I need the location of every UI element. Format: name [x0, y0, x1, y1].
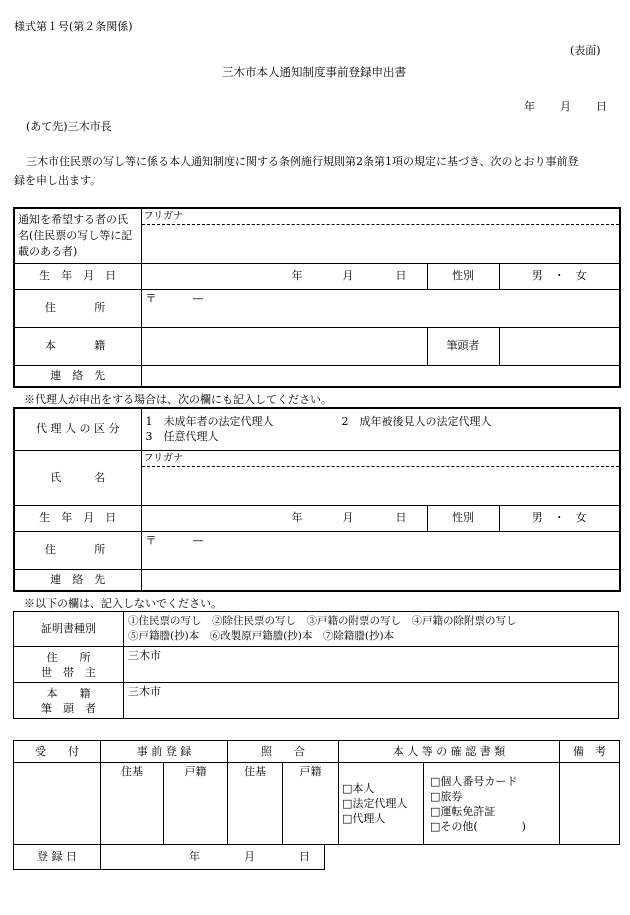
applicant-gender-label: 性別	[427, 263, 499, 289]
agent-gender-label: 性別	[427, 505, 499, 531]
applicant-name-field[interactable]	[141, 208, 620, 263]
agent-type-label: 代 理 人 の 区 分	[14, 408, 141, 450]
agent-birth-year: 年	[291, 511, 303, 524]
col-receipt: 受 付	[14, 741, 101, 763]
office-domicile-label2: 筆 頭 者	[41, 701, 96, 715]
reg-date-field	[101, 845, 325, 870]
col-verify: 照 合	[228, 741, 339, 763]
doc-license: □運転免許証	[430, 804, 496, 818]
agent-birth-field[interactable]	[141, 505, 427, 531]
applicant-birth-field[interactable]	[141, 263, 427, 289]
side-label: (表面)	[570, 44, 601, 57]
verify-jyuki: 住基	[228, 763, 283, 845]
prereg-jyuki: 住基	[101, 763, 164, 845]
agent-postal-dash: —	[192, 533, 204, 547]
col-docs: 本 人 等 の 確 認 書 類	[339, 741, 560, 763]
office-domicile-value: 三木市	[124, 683, 619, 719]
who-agent: □代理人	[342, 812, 386, 825]
form-number: 様式第１号(第２条関係)	[14, 20, 133, 33]
applicant-domicile-label: 本 籍	[14, 327, 141, 365]
doc-mynumber: □個人番号カード	[430, 774, 518, 788]
doc-options	[424, 763, 560, 845]
applicant-gender-options[interactable]: 男 ・ 女	[499, 263, 620, 289]
reg-year: 年	[189, 850, 200, 863]
office-address-label2: 世 帯 主	[41, 665, 96, 679]
agent-gender-options[interactable]: 男 ・ 女	[499, 505, 620, 531]
doc-other: □その他( )	[430, 819, 526, 833]
agent-contact-field[interactable]	[141, 569, 620, 591]
agent-type-opt3[interactable]: 3 任意代理人	[145, 430, 219, 444]
applicant-postal-mark: 〒	[145, 291, 157, 305]
agent-birth-day: 日	[395, 511, 407, 524]
office-address-label1: 住 所	[46, 650, 91, 664]
col-notes: 備 考	[560, 741, 620, 763]
applicant-postal-dash: —	[192, 291, 204, 305]
applicant-birth-month: 月	[342, 269, 354, 282]
addressee: (あて先)三木市長	[26, 120, 112, 133]
agent-birth-label: 生 年 月 日	[14, 505, 141, 531]
applicant-contact-field[interactable]	[141, 365, 620, 387]
verify-koseki: 戸籍	[283, 763, 339, 845]
office-note: ※以下の欄は、記入しないでください。	[24, 597, 222, 610]
reg-date-label: 登 録 日	[14, 845, 101, 870]
office-address-value: 三木市	[124, 647, 619, 683]
reg-month: 月	[244, 850, 255, 863]
applicant-head-label: 筆頭者	[427, 327, 499, 365]
office-domicile-label	[14, 683, 124, 719]
date-day: 日	[596, 100, 607, 113]
agent-furigana: フリガナ	[142, 451, 620, 467]
who-legal: □法定代理人	[342, 797, 408, 810]
agent-birth-month: 月	[342, 511, 354, 524]
who-self: □本人	[342, 782, 375, 795]
cert-type-label: 証明書種別	[14, 612, 124, 647]
prereg-koseki: 戸籍	[164, 763, 228, 845]
reg-date-table	[13, 844, 325, 870]
applicant-head-field[interactable]	[499, 327, 620, 365]
agent-contact-label: 連 絡 先	[14, 569, 141, 591]
doc-passport: □旅券	[430, 789, 463, 803]
agent-table	[13, 407, 621, 592]
cert-type-line2: ⑤戸籍謄(抄)本 ⑥改製原戸籍謄(抄)本 ⑦除籍謄(抄)本	[128, 630, 395, 642]
page-title: 三木市本人通知制度事前登録申出書	[222, 65, 406, 79]
applicant-birth-day: 日	[395, 269, 407, 282]
who-options	[339, 763, 424, 845]
agent-postal-mark: 〒	[145, 533, 157, 547]
applicant-name-label: 通知を希望する者の氏名(住民票の写し等に記載のある者)	[14, 208, 141, 263]
date-year: 年	[524, 100, 535, 113]
office-domicile-label1: 本 籍	[46, 686, 91, 700]
cert-type-options	[124, 612, 619, 647]
intro-line1: 三木市住民票の写し等に係る本人通知制度に関する条例施行規則第2条第1項の規定に基づき、次のとおり事前登	[26, 155, 579, 168]
office-address-label	[14, 647, 124, 683]
applicant-birth-year: 年	[291, 269, 303, 282]
agent-type-opt2[interactable]: 2 成年被後見人の法定代理人	[341, 415, 492, 429]
agent-address-field[interactable]	[141, 531, 620, 569]
agent-type-field[interactable]	[141, 408, 620, 450]
col-prereg: 事 前 登 録	[101, 741, 228, 763]
agent-address-label: 住 所	[14, 531, 141, 569]
intro-line2: 録を申し出ます。	[14, 174, 102, 187]
applicant-birth-label: 生 年 月 日	[14, 263, 141, 289]
cert-type-line1: ①住民票の写し ②除住民票の写し ③戸籍の附票の写し ④戸籍の除附票の写し	[128, 615, 517, 627]
agent-note: ※代理人が申出をする場合は、次の欄にも記入してください。	[24, 393, 332, 406]
office-table	[13, 611, 619, 719]
agent-name-label: 氏 名	[14, 450, 141, 505]
applicant-address-label: 住 所	[14, 289, 141, 327]
applicant-contact-label: 連 絡 先	[14, 365, 141, 387]
applicant-table	[13, 207, 621, 388]
notes-cell	[560, 763, 620, 845]
reception-table	[13, 740, 620, 845]
receipt-cell	[14, 763, 101, 845]
applicant-address-field[interactable]	[141, 289, 620, 327]
date-month: 月	[560, 100, 571, 113]
reg-day: 日	[299, 850, 310, 863]
agent-type-opt1[interactable]: 1 未成年者の法定代理人	[145, 415, 274, 429]
agent-name-field[interactable]	[141, 450, 620, 505]
applicant-domicile-field[interactable]	[141, 327, 427, 365]
applicant-furigana: フリガナ	[142, 209, 620, 225]
